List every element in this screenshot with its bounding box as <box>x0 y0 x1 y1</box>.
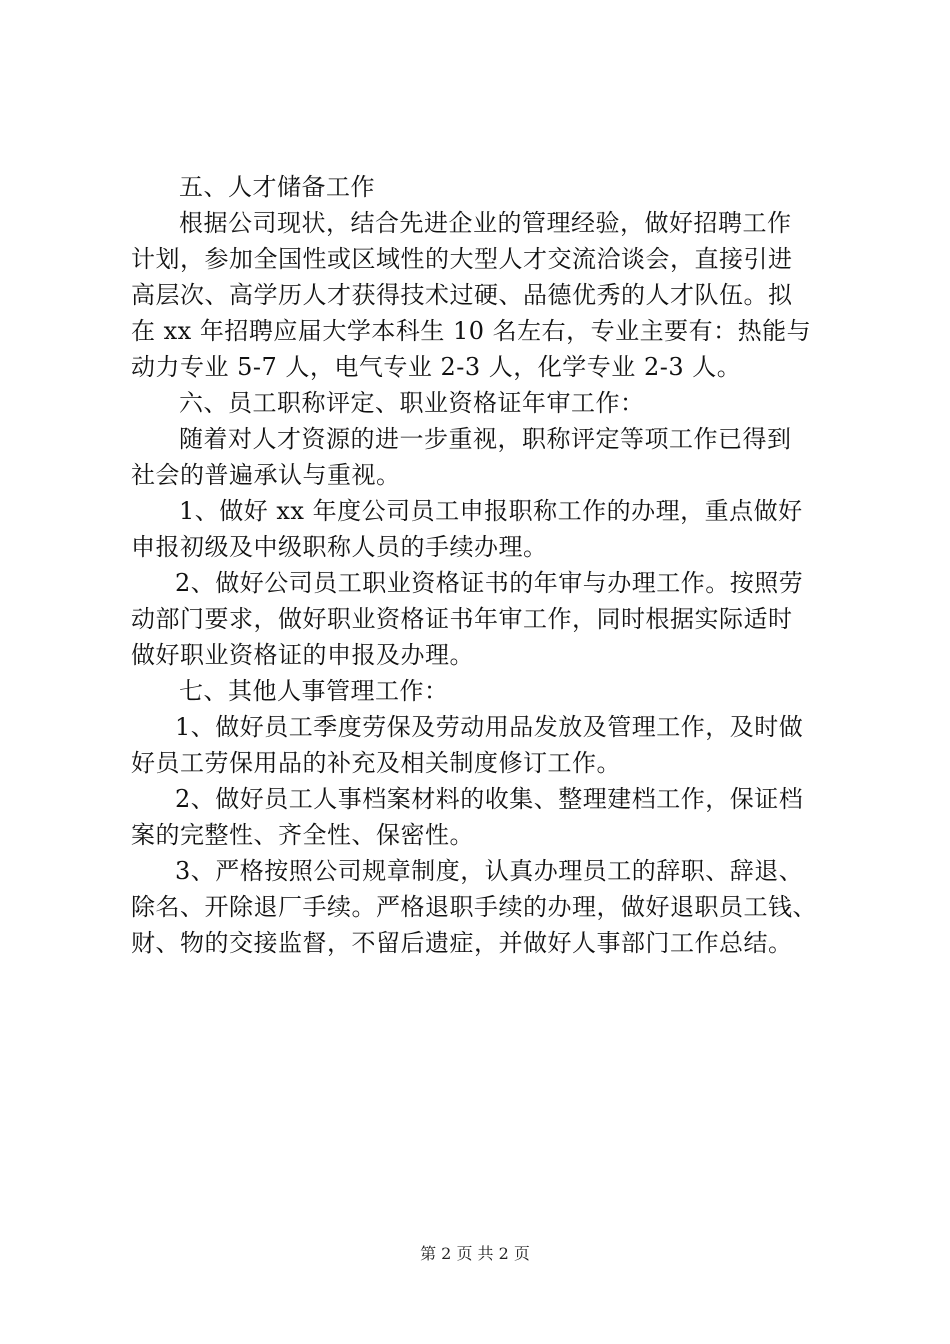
list-item-line: 财、物的交接监督，不留后遗症，并做好人事部门工作总结。 <box>131 929 793 957</box>
paragraph-line: 高层次、高学历人才获得技术过硬、品德优秀的人才队伍。拟 <box>131 281 793 309</box>
list-item-line: 1、做好员工季度劳保及劳动用品发放及管理工作，及时做 <box>175 713 804 741</box>
paragraph-line: 根据公司现状，结合先进企业的管理经验，做好招聘工作 <box>179 209 792 237</box>
list-item-line: 3、严格按照公司规章制度，认真办理员工的辞职、辞退、 <box>175 857 804 885</box>
section-heading-other-hr: 七、其他人事管理工作： <box>179 677 449 705</box>
list-item-line: 做好职业资格证的申报及办理。 <box>131 641 474 669</box>
list-item-line: 申报初级及中级职称人员的手续办理。 <box>131 533 548 561</box>
list-item-line: 1、做好 xx 年度公司员工申报职称工作的办理，重点做好 <box>179 497 803 525</box>
list-item-line: 好员工劳保用品的补充及相关制度修订工作。 <box>131 749 621 777</box>
paragraph-line: 在 xx 年招聘应届大学本科生 10 名左右，专业主要有：热能与 <box>131 317 812 345</box>
list-item-line: 2、做好公司员工职业资格证书的年审与办理工作。按照劳 <box>175 569 804 597</box>
section-heading-talent-reserve: 五、人才储备工作 <box>179 173 375 201</box>
paragraph-line: 动力专业 5-7 人，电气专业 2-3 人，化学专业 2-3 人。 <box>131 353 742 381</box>
list-item-line: 动部门要求，做好职业资格证书年审工作，同时根据实际适时 <box>131 605 793 633</box>
list-item-line: 除名、开除退厂手续。严格退职手续的办理，做好退职员工钱、 <box>131 893 817 921</box>
section-heading-title-evaluation: 六、员工职称评定、职业资格证年审工作： <box>179 389 645 417</box>
paragraph-line: 随着对人才资源的进一步重视，职称评定等项工作已得到 <box>179 425 792 453</box>
list-item-line: 2、做好员工人事档案材料的收集、整理建档工作，保证档 <box>175 785 804 813</box>
list-item-line: 案的完整性、齐全性、保密性。 <box>131 821 474 849</box>
page-number-footer: 第 2 页 共 2 页 <box>420 1244 530 1263</box>
paragraph-line: 计划，参加全国性或区域性的大型人才交流洽谈会，直接引进 <box>131 245 793 273</box>
paragraph-line: 社会的普遍承认与重视。 <box>131 461 401 489</box>
